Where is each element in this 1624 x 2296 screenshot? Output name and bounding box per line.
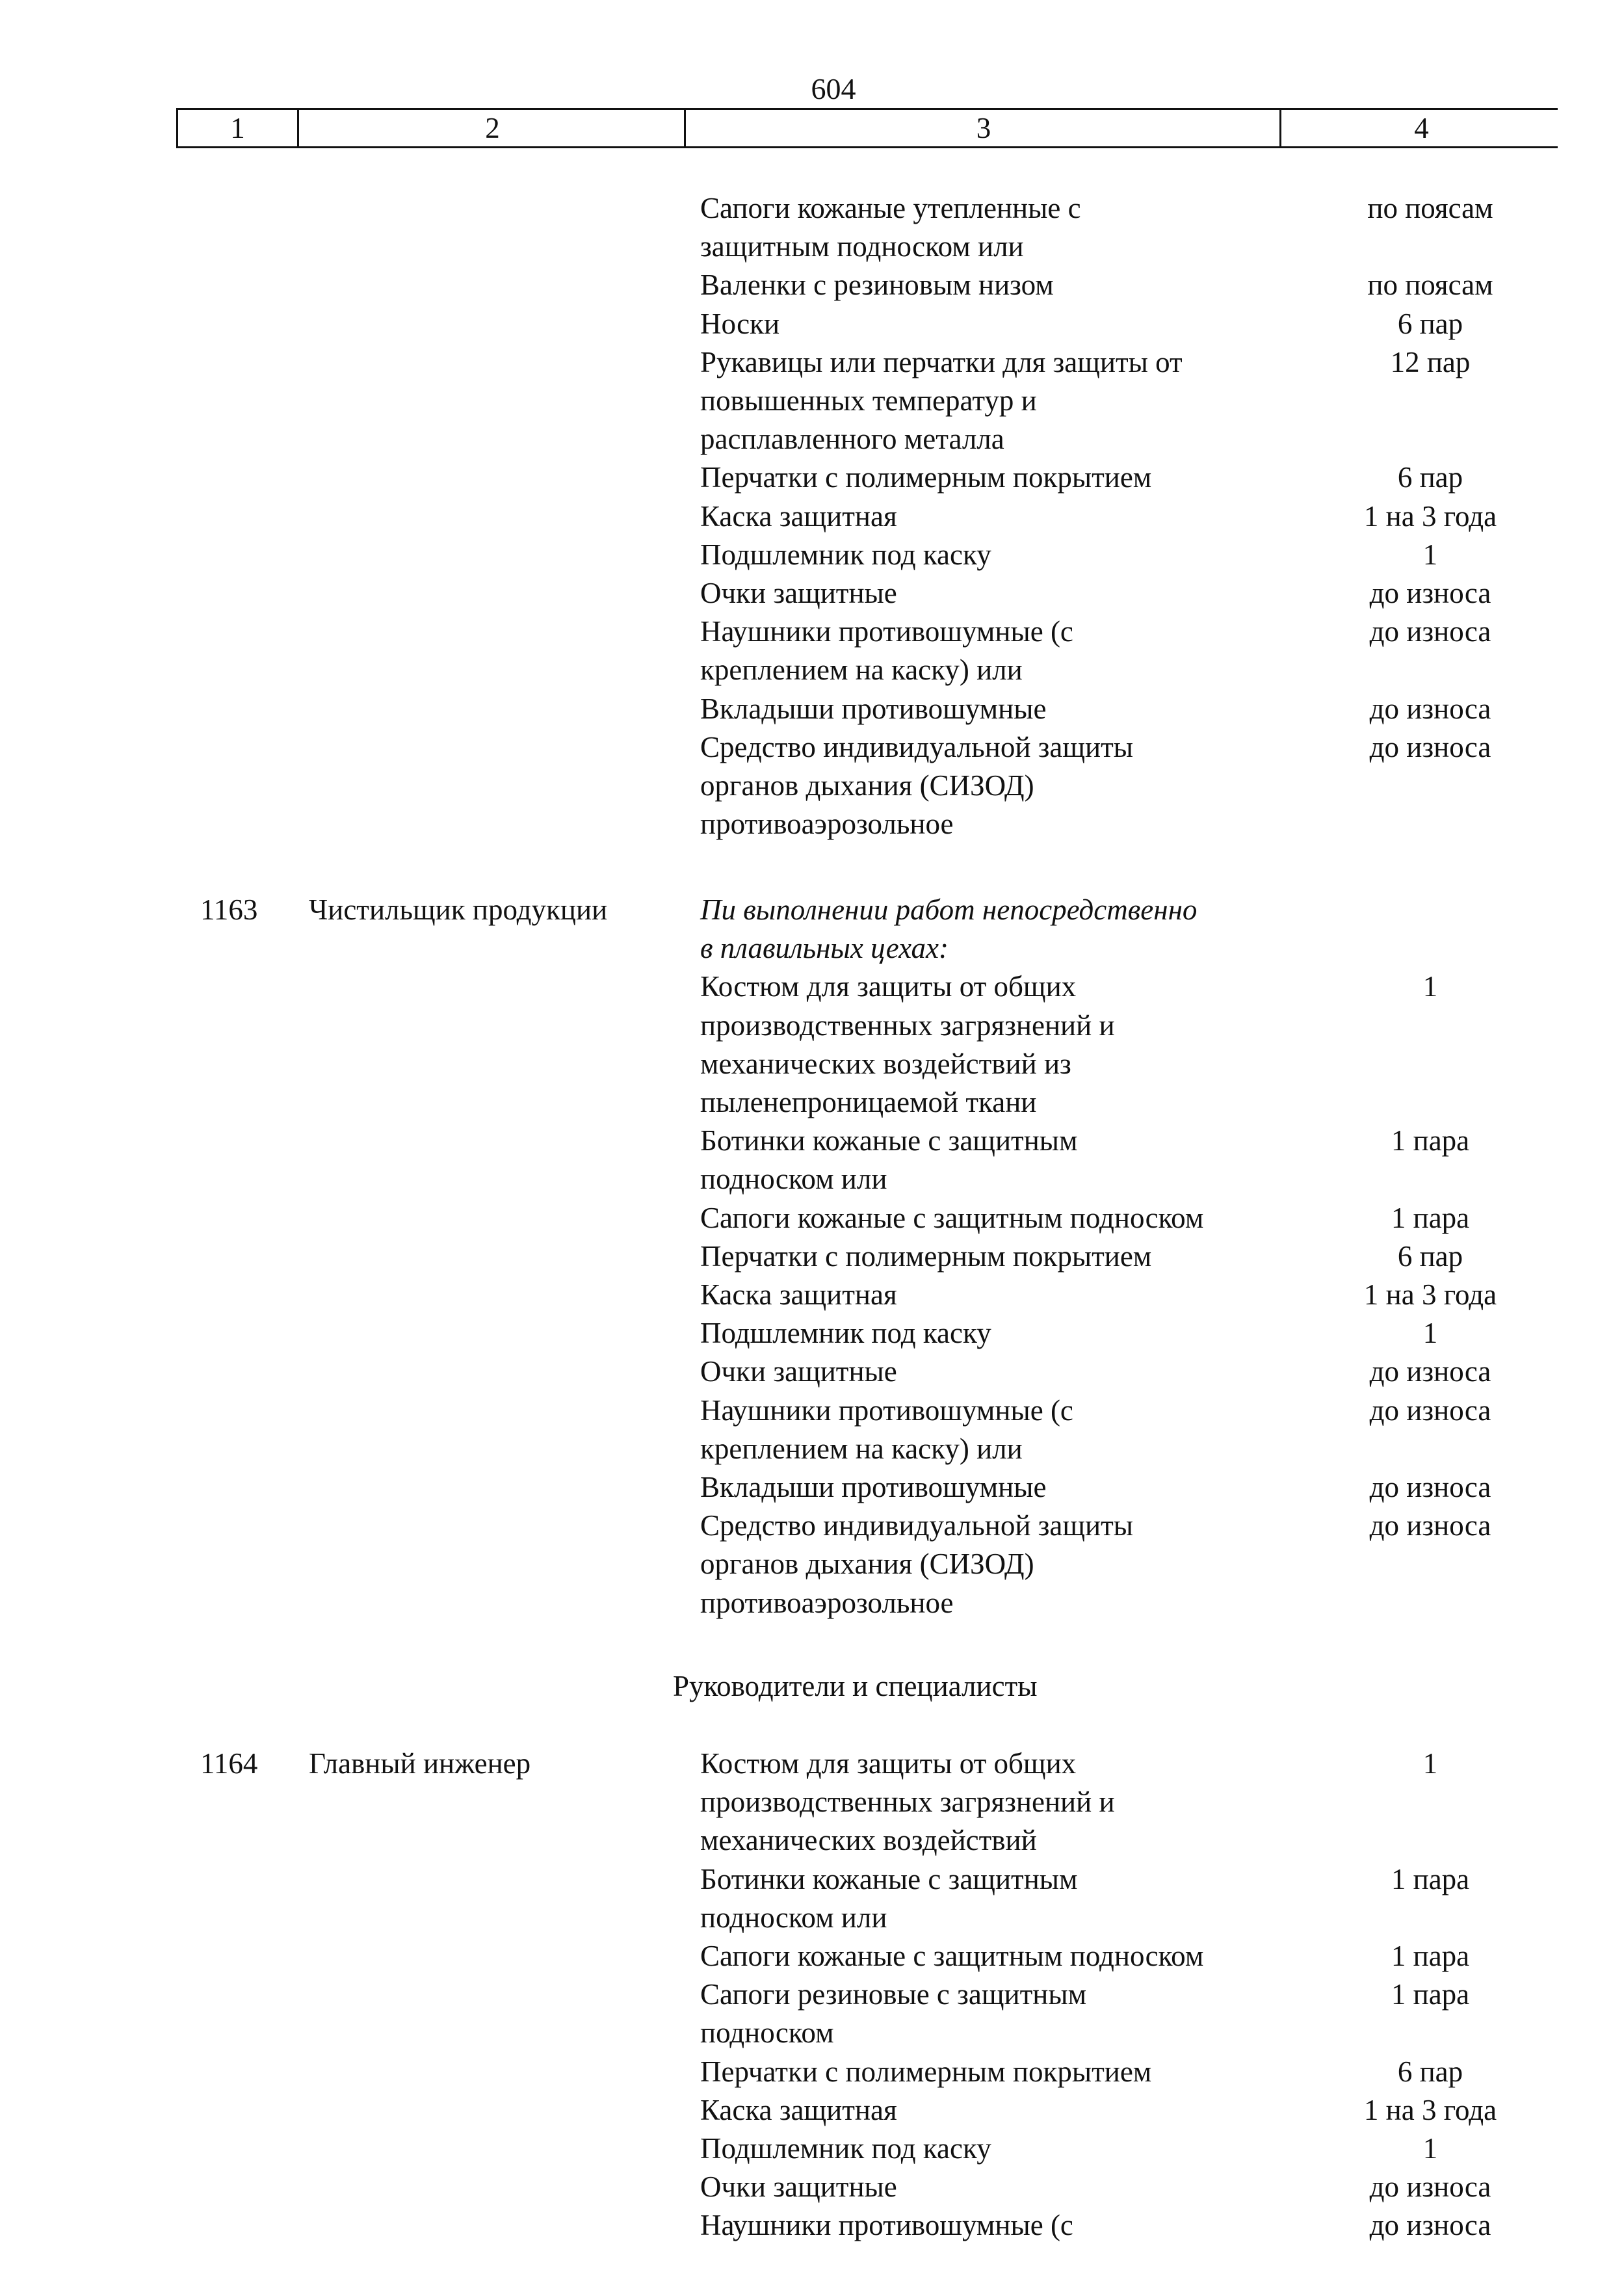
row-1164-item-quantity: 1 пара: [1391, 1862, 1470, 1895]
block-a-item-text: Наушники противошумные (с: [700, 615, 1073, 648]
row-1163-item-text: Каска защитная: [700, 1278, 897, 1311]
row-1163-item-text: Вкладыши противошумные: [700, 1471, 1047, 1503]
profession-1163: Чистильщик продукции: [309, 893, 608, 926]
row-1163-item-text: Перчатки с полимерным покрытием: [700, 1239, 1152, 1273]
block-a-item-text: Валенки с резиновым низом: [700, 269, 1054, 302]
block-a-item-quantity: 1 на 3 года: [1363, 499, 1497, 533]
row-1163-item-quantity: 1 на 3 года: [1363, 1278, 1497, 1311]
profession-1164: Главный инженер: [309, 1747, 531, 1780]
row-1163-item-text: противоаэрозольное: [700, 1586, 954, 1619]
row-1164-item-text: Подшлемник под каску: [700, 2132, 991, 2165]
row-1163-item-text: производственных загрязнений и: [700, 1009, 1115, 1042]
row-1164-item-quantity: 6 пар: [1397, 2055, 1463, 2088]
row-1163-item-quantity: 1 пара: [1391, 1201, 1470, 1234]
row-1163-item-quantity: до износа: [1369, 1393, 1491, 1427]
row-1163-item-text: Сапоги кожаные с защитным подноском: [700, 1201, 1204, 1234]
page-number: 604: [811, 72, 856, 105]
block-a-item-text: креплением на каску) или: [700, 653, 1023, 687]
row-1163-item-text: Подшлемник под каску: [700, 1317, 991, 1350]
block-a-item-text: Вкладыши противошумные: [700, 692, 1047, 725]
block-a-item-text: Очки защитные: [700, 577, 897, 609]
row-1163-item-quantity: 1 пара: [1391, 1124, 1470, 1157]
section-heading: Руководители и специалисты: [673, 1670, 1038, 1702]
row-1164-item-text: механических воздействий: [700, 1824, 1037, 1857]
row-1164-item-text: Перчатки с полимерным покрытием: [700, 2055, 1152, 2088]
row-1163-item-quantity: до износа: [1369, 1355, 1491, 1388]
row-1164-item-text: Очки защитные: [700, 2171, 897, 2204]
block-a-item-text: противоаэрозольное: [700, 808, 954, 841]
block-a-item-quantity: по поясам: [1367, 192, 1493, 224]
row-1164-item-text: Ботинки кожаные с защитным: [700, 1862, 1078, 1895]
block-a-item-text: повышенных температур и: [700, 384, 1037, 417]
row-1164-item-text: Сапоги кожаные с защитным подноском: [700, 1940, 1204, 1972]
block-a-item-text: защитным подноском или: [700, 230, 1024, 263]
row-number-1163: 1163: [200, 893, 258, 926]
row-1164-item-text: подноском или: [700, 1901, 887, 1934]
block-a-item-quantity: до износа: [1369, 615, 1491, 648]
row-1163-item-text: механических воздействий из: [700, 1047, 1071, 1080]
row-1164-item-text: Наушники противошумные (с: [700, 2209, 1073, 2242]
block-a-item-text: Сапоги кожаные утепленные с: [700, 192, 1081, 224]
block-a-item-quantity: до износа: [1369, 730, 1491, 763]
block-a-item-text: Рукавицы или перчатки для защиты от: [700, 345, 1183, 378]
header-col-3: 3: [684, 110, 1281, 146]
block-a-item-text: Каска защитная: [700, 499, 897, 533]
block-a-item-quantity: по поясам: [1367, 269, 1493, 302]
row-1164-item-text: подноском: [700, 2016, 834, 2050]
header-col-1: 1: [230, 111, 245, 144]
row-1164-item-quantity: 1: [1422, 1747, 1438, 1780]
row-1163-item-quantity: до износа: [1369, 1471, 1491, 1503]
block-a-item-text: Носки: [700, 307, 780, 340]
row-1163-item-quantity: 1: [1422, 970, 1438, 1003]
row-1163-item-text: пыленепроницаемой ткани: [700, 1086, 1037, 1118]
column-header-table: [176, 108, 1558, 148]
row-1164-item-quantity: 1 на 3 года: [1363, 2093, 1497, 2126]
block-a-item-quantity: 1: [1422, 538, 1438, 571]
row-number-1164: 1164: [200, 1747, 258, 1780]
row-1164-item-text: Сапоги резиновые с защитным: [700, 1978, 1087, 2011]
row-1164-item-quantity: до износа: [1369, 2209, 1491, 2242]
row-1163-item-text: Средство индивидуальной защиты: [700, 1509, 1134, 1542]
block-a-item-quantity: 6 пар: [1397, 307, 1463, 340]
condition-note-1163: Пи выполнении работ непосредственно: [700, 893, 1198, 926]
row-1164-item-quantity: 1 пара: [1391, 1940, 1470, 1972]
row-1164-item-text: Каска защитная: [700, 2093, 897, 2126]
block-a-item-quantity: до износа: [1369, 692, 1491, 725]
row-1163-item-text: органов дыхания (СИЗОД): [700, 1548, 1034, 1581]
row-1164-item-quantity: 1 пара: [1391, 1978, 1470, 2011]
block-a-item-text: Подшлемник под каску: [700, 538, 991, 571]
block-a-item-quantity: 12 пар: [1390, 345, 1471, 378]
row-1163-item-quantity: 6 пар: [1397, 1239, 1463, 1273]
row-1163-item-quantity: до износа: [1369, 1509, 1491, 1542]
row-1163-item-quantity: 1: [1422, 1317, 1438, 1350]
block-a-item-text: органов дыхания (СИЗОД): [700, 769, 1034, 802]
block-a-item-quantity: 6 пар: [1397, 461, 1463, 494]
condition-note-1163: в плавильных цехах:: [700, 932, 949, 965]
row-1164-item-text: Костюм для защиты от общих: [700, 1747, 1077, 1780]
block-a-item-text: расплавленного металла: [700, 423, 1004, 456]
row-1163-item-text: подноском или: [700, 1163, 887, 1196]
row-1164-item-quantity: до износа: [1369, 2171, 1491, 2204]
row-1163-item-text: креплением на каску) или: [700, 1432, 1023, 1465]
block-a-item-text: Перчатки с полимерным покрытием: [700, 461, 1152, 494]
row-1163-item-text: Очки защитные: [700, 1355, 897, 1388]
block-a-item-quantity: до износа: [1369, 577, 1491, 609]
row-1164-item-text: производственных загрязнений и: [700, 1786, 1115, 1819]
header-col-4: 4: [1279, 110, 1562, 146]
header-col-2: 2: [297, 110, 686, 146]
row-1163-item-text: Наушники противошумные (с: [700, 1393, 1073, 1427]
block-a-item-text: Средство индивидуальной защиты: [700, 730, 1134, 763]
row-1163-item-text: Ботинки кожаные с защитным: [700, 1124, 1078, 1157]
row-1164-item-quantity: 1: [1422, 2132, 1438, 2165]
row-1163-item-text: Костюм для защиты от общих: [700, 970, 1077, 1003]
